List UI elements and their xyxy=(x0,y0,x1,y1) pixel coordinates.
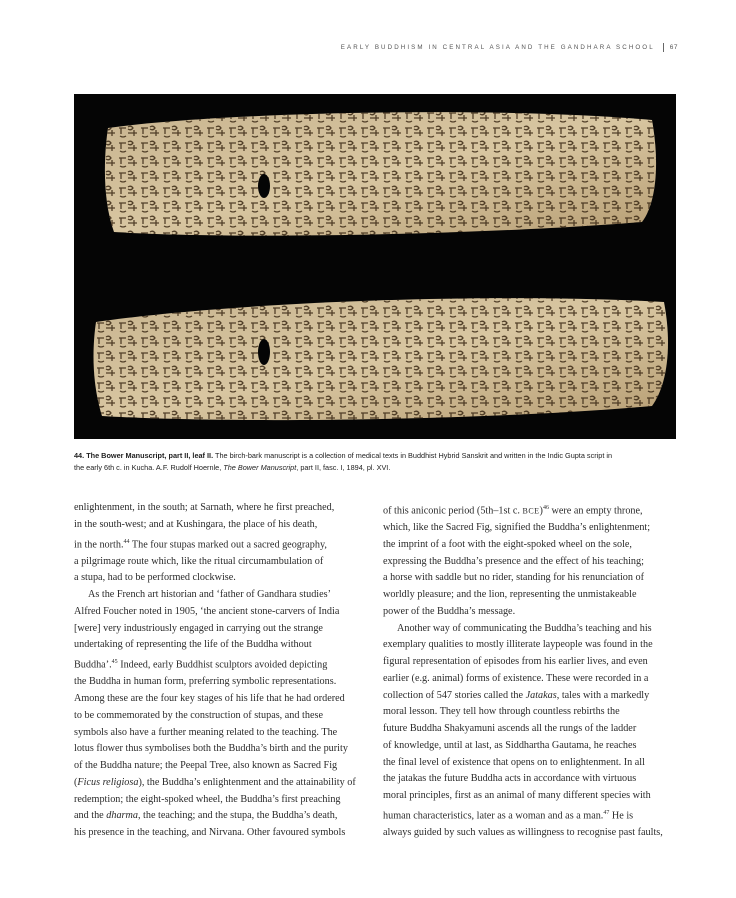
text-line: of the Buddha nature; the Peepal Tree, also known as Sacred Fig xyxy=(74,760,338,772)
body-column-right xyxy=(383,500,679,842)
running-title: EARLY BUDDHISM IN CENTRAL ASIA AND THE GANDHARA SCHOOL xyxy=(340,44,655,52)
text-line: lotus flower thus symbolises both the Buddha’s birth and the purity xyxy=(74,743,348,755)
text-line: which, like the Sacred Fig, signified the Buddha’s enlightenment; xyxy=(383,522,651,534)
text-line: [were] very industriously engaged in carrying out the strange xyxy=(74,622,323,634)
text-line: of this aniconic period (5th–1st c. BCE)$^{46}$ were an empty throne, xyxy=(383,505,643,517)
text-line: in the north.$^{44}$ The four stupas marked out a sacred geography, xyxy=(74,538,327,550)
caption-text: , part II, fasc. I, 1894, pl. XVI. xyxy=(296,463,391,472)
latin-term: Ficus religiosa xyxy=(77,776,139,788)
text-line: a stupa, had to be performed clockwise. xyxy=(74,572,236,584)
text-line: expressing the Buddha’s presence and the effect of his teaching; xyxy=(383,555,644,567)
text-line: future Buddha Shakyamuni ascends all the rungs of the ladder xyxy=(383,723,637,735)
running-head xyxy=(341,43,678,52)
text-line: undertaking of representing the life of the Buddha without xyxy=(74,639,312,651)
text-line: (Ficus religiosa), the Buddha’s enlightenment and the attainability of xyxy=(74,776,356,788)
text-line: a pilgrimage route which, like the ritual circumambulation of xyxy=(74,555,324,567)
text-line: the imprint of a foot with the eight-spoked wheel on the sole, xyxy=(383,538,632,550)
caption-book-title: The Bower Manuscript xyxy=(223,463,297,472)
figure-caption xyxy=(74,450,678,474)
caption-text: the early 6th c. in Kucha. A.F. Rudolf Hoernle, xyxy=(74,463,222,472)
text-line: exemplary qualities to mostly illiterate laypeople was found in the xyxy=(383,639,653,651)
caption-lead: The Bower Manuscript, part II, leaf II. xyxy=(86,451,214,460)
body-column-left xyxy=(74,500,370,842)
text-line: Another way of communicating the Buddha’s teaching and his xyxy=(397,622,652,634)
caption-text: The birch-bark manuscript is a collection of medical texts in Buddhist Hybrid Sanskrit and written in the Indic Gupta script in xyxy=(215,451,613,460)
text-line: collection of 547 stories called the Jatakas, tales with a markedly xyxy=(383,689,650,701)
text-line: earlier (e.g. animal) forms of existence. These were recorded in a xyxy=(383,672,649,684)
footnote-ref[interactable]: 47 xyxy=(603,809,610,816)
figure-number: 44. xyxy=(74,451,85,460)
footnote-ref[interactable]: 44 xyxy=(123,538,130,545)
text-line: a horse with saddle but no rider, standing for his renunciation of xyxy=(383,572,645,584)
header-divider xyxy=(663,43,664,52)
text-line: Among these are the four key stages of his life that he had ordered xyxy=(74,693,345,705)
text-line: Alfred Foucher noted in 1905, ‘the ancient stone-carvers of India xyxy=(74,605,340,617)
sanskrit-term: dharma xyxy=(106,810,138,822)
footnote-ref[interactable]: 45 xyxy=(111,659,118,666)
birch-bark-leaves-image xyxy=(74,94,676,439)
text-line: Buddha’.$^{45}$ Indeed, early Buddhist sculptors avoided depicting xyxy=(74,659,328,671)
small-caps-era: BCE xyxy=(522,506,540,516)
text-line: As the French art historian and ‘father of Gandhara studies’ xyxy=(88,589,332,601)
text-line: the Buddha in human form, preferring symbolic representations. xyxy=(74,676,337,688)
text-line: the final level of existence that opens on to enlightenment. In all xyxy=(383,756,645,768)
page-number: 67 xyxy=(669,44,678,52)
text-line: his presence in the teaching, and Nirvana. Other favoured symbols xyxy=(74,827,346,839)
text-line: enlightenment, in the south; at Sarnath, where he first preached, xyxy=(74,502,335,513)
text-line: of knowledge, until at last, as Siddhartha Gautama, he reaches xyxy=(383,739,637,751)
text-line: the jatakas the future Buddha acts in accordance with virtuous xyxy=(383,773,637,785)
manuscript-photo xyxy=(74,94,676,439)
text-line: symbols also have a further meaning related to the teaching. The xyxy=(74,726,338,738)
text-line: in the south-west; and at Kushingara, the place of his death, xyxy=(74,518,318,530)
manuscript-leaf-lower xyxy=(94,298,668,420)
text-line: always guided by such values as willingness to recognise past faults, xyxy=(383,827,663,839)
text-line: figural representation of episodes from his earlier lives, and even xyxy=(383,656,648,668)
text-line: moral lesson. They tell how through countless rebirths the xyxy=(383,706,620,718)
sanskrit-term: Jatakas xyxy=(525,689,557,701)
text-line: redemption; the eight-spoked wheel, the Buddha’s first preaching xyxy=(74,793,341,805)
footnote-ref[interactable]: 46 xyxy=(542,505,549,511)
manuscript-leaf-upper xyxy=(105,112,656,235)
text-line: to be commemorated by the construction of stupas, and these xyxy=(74,709,323,721)
text-line: moral principles, first as an animal of many different species with xyxy=(383,790,651,802)
text-line: worldly pleasure; and the lion, representing the unmistakeable xyxy=(383,589,637,601)
text-line: power of the Buddha’s message. xyxy=(383,605,516,617)
text-line: human characteristics, later as a woman and as a man.$^{47}$ He is xyxy=(383,809,634,822)
text-line: and the dharma, the teaching; and the stupa, the Buddha’s death, xyxy=(74,810,338,822)
